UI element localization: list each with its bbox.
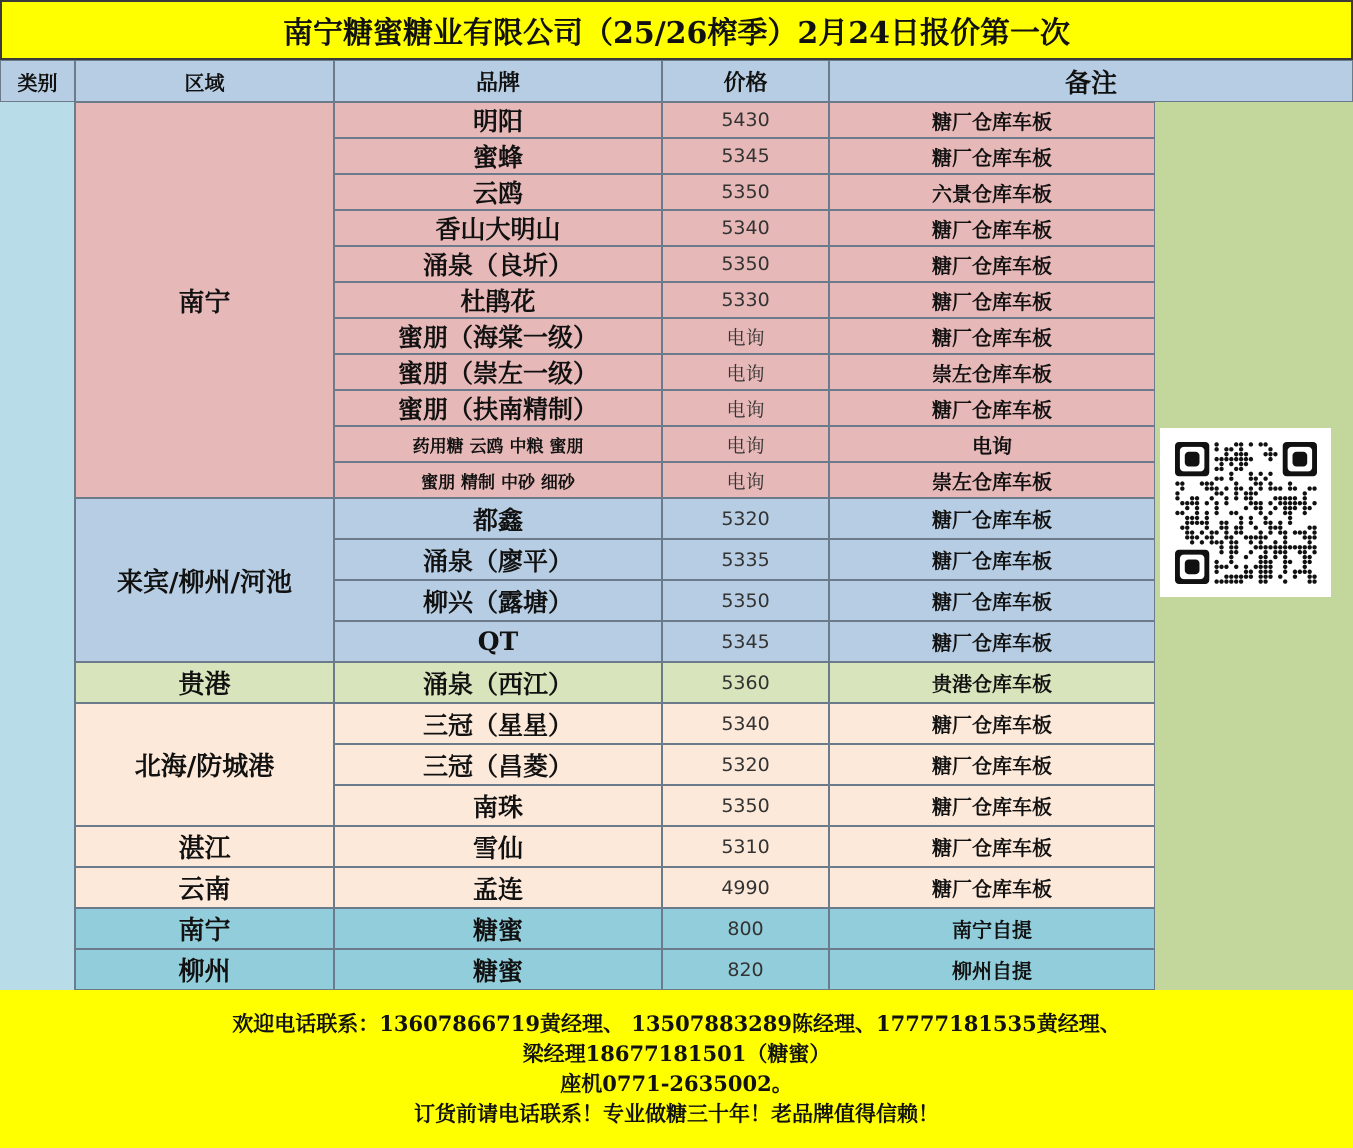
brand-cell: 糖蜜 xyxy=(334,949,662,990)
note-cell: 糖厂仓库车板 xyxy=(829,867,1155,908)
brand-cell: 三冠（星星） xyxy=(334,703,662,744)
price-cell: 5350 xyxy=(662,246,829,282)
region-cell: 北海/防城港 xyxy=(75,703,334,826)
brand-cell: 涌泉（廖平） xyxy=(334,539,662,580)
price-cell: 800 xyxy=(662,908,829,949)
price-cell: 5345 xyxy=(662,138,829,174)
note-cell: 糖厂仓库车板 xyxy=(829,246,1155,282)
brand-cell: 涌泉（西江） xyxy=(334,662,662,703)
price-cell: 电询 xyxy=(662,426,829,462)
price-cell: 4990 xyxy=(662,867,829,908)
note-cell: 崇左仓库车板 xyxy=(829,462,1155,498)
note-cell: 电询 xyxy=(829,426,1155,462)
qr-code xyxy=(1160,428,1331,597)
price-cell: 5430 xyxy=(662,102,829,138)
note-cell: 糖厂仓库车板 xyxy=(829,390,1155,426)
note-cell: 糖厂仓库车板 xyxy=(829,826,1155,867)
brand-cell: 蜜朋（崇左一级） xyxy=(334,354,662,390)
price-cell: 电询 xyxy=(662,390,829,426)
price-cell: 5320 xyxy=(662,498,829,539)
note-cell: 糖厂仓库车板 xyxy=(829,703,1155,744)
price-cell: 820 xyxy=(662,949,829,990)
header-note: 备注 xyxy=(829,60,1353,102)
brand-cell: 三冠（昌菱） xyxy=(334,744,662,785)
price-cell: 电询 xyxy=(662,354,829,390)
brand-cell: QT xyxy=(334,621,662,662)
header-region: 区域 xyxy=(75,60,334,102)
region-cell: 云南 xyxy=(75,867,334,908)
brand-cell: 药用糖 云鸥 中粮 蜜朋 xyxy=(334,426,662,462)
brand-cell: 蜜朋 精制 中砂 细砂 xyxy=(334,462,662,498)
qr-code-icon xyxy=(1175,442,1317,584)
region-cell: 南宁 xyxy=(75,908,334,949)
brand-cell: 孟连 xyxy=(334,867,662,908)
price-cell: 5340 xyxy=(662,210,829,246)
header-brand: 品牌 xyxy=(334,60,662,102)
note-cell: 糖厂仓库车板 xyxy=(829,621,1155,662)
brand-cell: 蜜朋（海棠一级） xyxy=(334,318,662,354)
note-cell: 糖厂仓库车板 xyxy=(829,744,1155,785)
note-cell: 糖厂仓库车板 xyxy=(829,282,1155,318)
price-cell: 5335 xyxy=(662,539,829,580)
region-cell: 来宾/柳州/河池 xyxy=(75,498,334,662)
price-cell: 5340 xyxy=(662,703,829,744)
price-cell: 电询 xyxy=(662,462,829,498)
brand-cell: 雪仙 xyxy=(334,826,662,867)
note-cell: 糖厂仓库车板 xyxy=(829,102,1155,138)
header-price: 价格 xyxy=(662,60,829,102)
price-cell: 5330 xyxy=(662,282,829,318)
note-cell: 南宁自提 xyxy=(829,908,1155,949)
price-cell: 5320 xyxy=(662,744,829,785)
contact-line-4: 订货前请电话联系！专业做糖三十年！老品牌值得信赖！ xyxy=(414,1101,939,1126)
price-cell: 5345 xyxy=(662,621,829,662)
category-column xyxy=(0,102,75,990)
brand-cell: 涌泉（良圻） xyxy=(334,246,662,282)
note-cell: 贵港仓库车板 xyxy=(829,662,1155,703)
note-cell: 六景仓库车板 xyxy=(829,174,1155,210)
price-cell: 5350 xyxy=(662,785,829,826)
price-cell: 5350 xyxy=(662,580,829,621)
note-cell: 糖厂仓库车板 xyxy=(829,210,1155,246)
page-title: 南宁糖蜜糖业有限公司（25/26榨季）2月24日报价第一次 xyxy=(0,0,1353,60)
note-cell: 崇左仓库车板 xyxy=(829,354,1155,390)
brand-cell: 南珠 xyxy=(334,785,662,826)
brand-cell: 蜜朋（扶南精制） xyxy=(334,390,662,426)
note-cell: 柳州自提 xyxy=(829,949,1155,990)
brand-cell: 香山大明山 xyxy=(334,210,662,246)
price-cell: 5350 xyxy=(662,174,829,210)
note-cell: 糖厂仓库车板 xyxy=(829,318,1155,354)
brand-cell: 都鑫 xyxy=(334,498,662,539)
region-cell: 柳州 xyxy=(75,949,334,990)
price-cell: 电询 xyxy=(662,318,829,354)
brand-cell: 蜜蜂 xyxy=(334,138,662,174)
region-cell: 湛江 xyxy=(75,826,334,867)
brand-cell: 杜鹃花 xyxy=(334,282,662,318)
price-cell: 5310 xyxy=(662,826,829,867)
contact-line-2: 梁经理18677181501（糖蜜） xyxy=(522,1041,831,1066)
brand-cell: 云鸥 xyxy=(334,174,662,210)
brand-cell: 明阳 xyxy=(334,102,662,138)
region-cell: 贵港 xyxy=(75,662,334,703)
note-cell: 糖厂仓库车板 xyxy=(829,785,1155,826)
note-cell: 糖厂仓库车板 xyxy=(829,138,1155,174)
header-category: 类别 xyxy=(0,60,75,102)
contact-line-3: 座机0771-2635002。 xyxy=(560,1071,793,1096)
contact-footer xyxy=(0,990,1353,1148)
note-cell: 糖厂仓库车板 xyxy=(829,580,1155,621)
price-cell: 5360 xyxy=(662,662,829,703)
contact-line-1: 欢迎电话联系：13607866719黄经理、 13507883289陈经理、17777181535黄经理、 xyxy=(232,1011,1121,1036)
brand-cell: 柳兴（露塘） xyxy=(334,580,662,621)
note-cell: 糖厂仓库车板 xyxy=(829,498,1155,539)
note-cell: 糖厂仓库车板 xyxy=(829,539,1155,580)
brand-cell: 糖蜜 xyxy=(334,908,662,949)
region-cell: 南宁 xyxy=(75,102,334,498)
